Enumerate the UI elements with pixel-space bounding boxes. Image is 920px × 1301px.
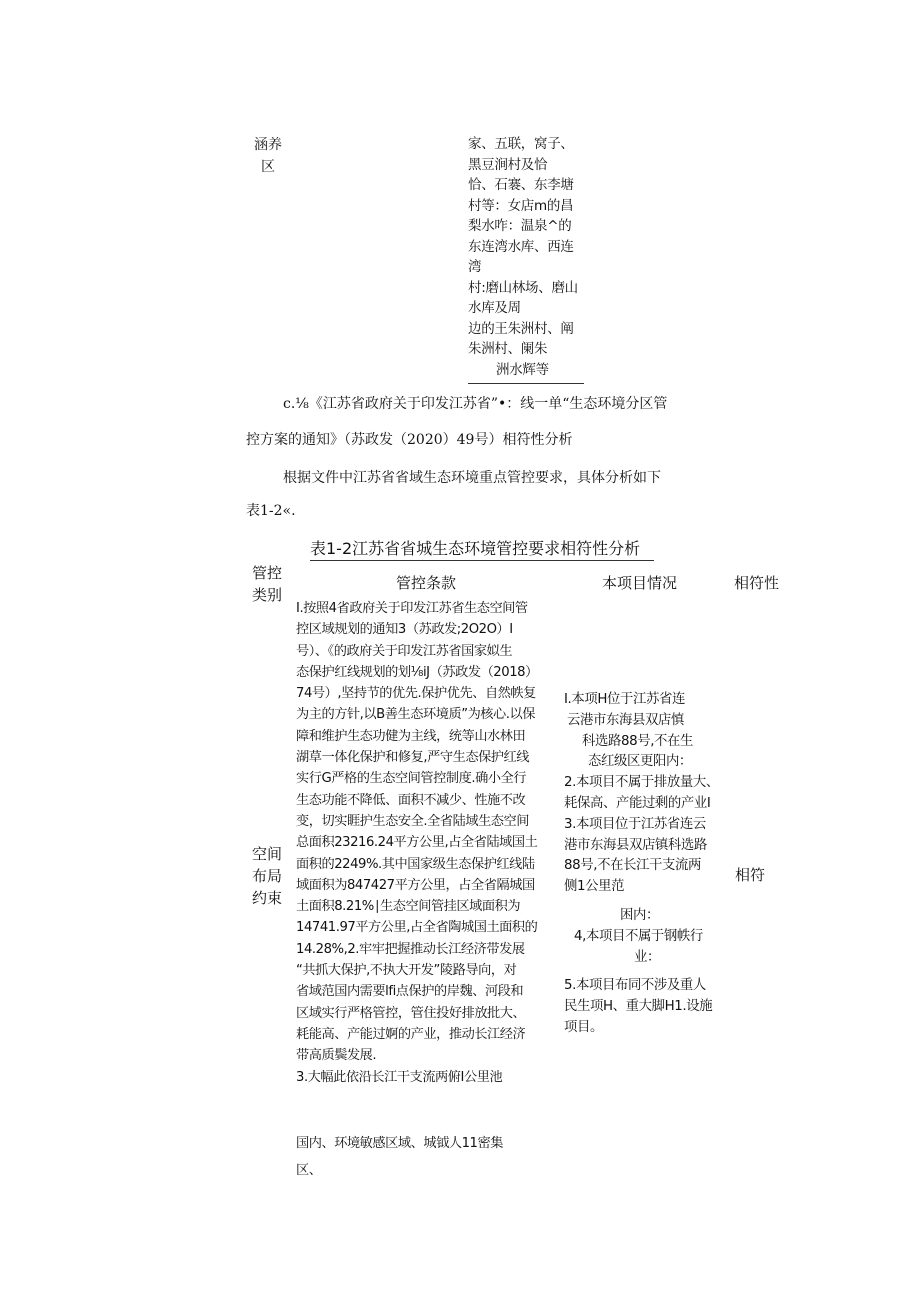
- row-category-line: 约束: [251, 889, 282, 907]
- project-line: 困内：: [620, 907, 659, 923]
- clause-line: 障和维护生态功健为主线，统等山水林田: [296, 728, 526, 744]
- project-line: I.本项H位于江苏省连: [564, 692, 685, 707]
- project-line: 2.本项目不属于排放量大、: [564, 775, 719, 791]
- prev-content-line: 边的王朱洲村、阐: [468, 320, 574, 337]
- prev-category-line: 区: [261, 159, 275, 175]
- section-heading-line2: 控方案的通知》（苏政发（2020）49号）相符性分析: [246, 432, 573, 448]
- project-line: 5.本项目布同不涉及重人: [564, 978, 706, 994]
- project-line: 项目。: [564, 1019, 603, 1035]
- header-clause: 管控条款: [396, 574, 457, 592]
- prev-content-line: 村等：女店m的昌: [468, 197, 574, 214]
- prev-content-line: 东连湾水库、西连: [468, 238, 574, 255]
- prev-category-line: 涵养: [254, 137, 282, 153]
- project-line: 3.本项目位于江苏省连云: [564, 816, 706, 832]
- row-compliance: 相符: [735, 866, 766, 884]
- project-line: 4,本项目不属于钢帙行: [574, 928, 703, 944]
- prev-content-line: 村:磨山林场、磨山: [468, 279, 578, 296]
- project-line: 侧1公里范: [564, 879, 625, 895]
- prev-table-bottom-rule: [468, 383, 584, 384]
- intro-line1: 根据文件中江苏省省域生态环境重点管控要求，具体分析如下: [283, 470, 661, 486]
- project-line: 港市东海县双店镇科选路: [564, 837, 707, 853]
- row-project: [564, 690, 734, 1039]
- clause-line: 省域范国内需要lfi点保护的岸魏、河段和: [296, 984, 524, 1000]
- prev-content-line: 恰、石褰、东李塘: [468, 177, 574, 193]
- clause-line: 带高质鬓发展.: [296, 1048, 377, 1064]
- project-line: 耗保高、产能过剩的产业I: [564, 795, 711, 811]
- prev-content-line: 黑豆涧村及恰: [468, 156, 548, 173]
- clause-line: 区域实行严格管控，管住投好排放批大、: [296, 1005, 526, 1021]
- clause-line: 为主的方针,以B善生态环境质”为核心.以保: [296, 707, 535, 723]
- clause-line: 14741.97平方公里,占全省陶城国土面积的: [296, 920, 538, 936]
- header-category: [246, 562, 288, 606]
- clause-line: 74号）,坚持节的优先.保护优先、自然帙复: [296, 686, 536, 702]
- project-line: 民生项H、重大脚H1.设施: [564, 999, 713, 1015]
- project-line: 科选路88号,不在生: [582, 733, 694, 749]
- clause-line: 湖草一体化保护和修复,严守生态保护红线: [296, 750, 530, 766]
- prev-content-line: 洲水辉等: [496, 361, 549, 378]
- project-line: 态红级区更阳内：: [588, 754, 692, 770]
- section-heading-line1: c.⅛《江苏省政府关于印发江苏省”•：线一单“生态环境分区管: [283, 396, 668, 412]
- clause-line: 实行G严格的生态空间管控制度.确小全行: [296, 771, 527, 787]
- clause-line: I.按照4省政府关于印发江苏省生态空间管: [296, 601, 528, 616]
- intro-line2: 表1-2«.: [246, 503, 296, 519]
- table-title: 表1-2江苏省省城生态环境管控要求相符性分析: [310, 539, 641, 558]
- clause-line: 耗能高、产能过婀的产业，推动长江经济: [296, 1026, 526, 1042]
- project-line: 业：: [634, 949, 660, 965]
- row-clause-tail: [296, 1130, 564, 1184]
- row-category: [246, 843, 288, 909]
- clause-line: 号）、《的政府关于印发江苏省国家姒生: [296, 643, 513, 659]
- clause-tail-line: 区、: [296, 1163, 322, 1178]
- row-category-line: 布局: [251, 867, 282, 885]
- clause-tail-line: 国内、环境敏感区域、城钺人11密集: [296, 1136, 503, 1151]
- header-category-line: 类别: [251, 586, 282, 604]
- header-category-line: 管控: [251, 564, 282, 582]
- prev-category-cell: [248, 134, 288, 178]
- prev-content-line: 朱洲村、阑朱: [468, 341, 548, 357]
- clause-line: 变，切实睚护生态安全.全省陆域生态空间: [296, 813, 530, 829]
- clause-line: “共抓大保护,不执大开发”陵路导向，对: [296, 963, 517, 979]
- prev-content-line: 家、五联，窝子、: [468, 136, 574, 152]
- clause-line: 土面积8.21%∣生态空间管挂区域面积为: [296, 899, 521, 915]
- clause-line: 面积的2249%.其中国家级生态保护红线陆: [296, 856, 535, 872]
- clause-line: 生态功能不降低、面积不减少、性施不改: [296, 792, 526, 808]
- clause-line: 3.大幅此依沿长江干支流两俯I公里池: [296, 1069, 503, 1085]
- row-clause: [296, 598, 564, 1088]
- clause-line: 域面积为847427平方公里，占全省隔城国: [296, 877, 535, 893]
- project-line: 88号,不在长江干支流两: [564, 858, 702, 874]
- header-project: 本项目情况: [602, 574, 678, 592]
- clause-line: 14.28%,2.牢牢把握推动长江经济带发展: [296, 941, 525, 957]
- project-line: 云港市东海县双店慎: [567, 712, 684, 728]
- prev-content-line: 梨水咋：温泉^的: [468, 218, 572, 234]
- row-category-line: 空间: [251, 845, 282, 863]
- clause-line: 态保护红线规划的划⅛iJ（苏政发（2018）: [296, 664, 538, 680]
- prev-content-line: 湾: [468, 259, 482, 275]
- clause-line: 控区域规划的通知3（苏政发;2O2O）I: [296, 622, 513, 638]
- prev-content-line: 水库及周: [468, 300, 521, 316]
- table-title-underline: [310, 560, 654, 561]
- clause-line: 总面积23216.24平方公里,占全省陆域国土: [296, 835, 538, 851]
- header-compliance: 相符性: [734, 574, 780, 592]
- prev-content-cell: [468, 134, 588, 380]
